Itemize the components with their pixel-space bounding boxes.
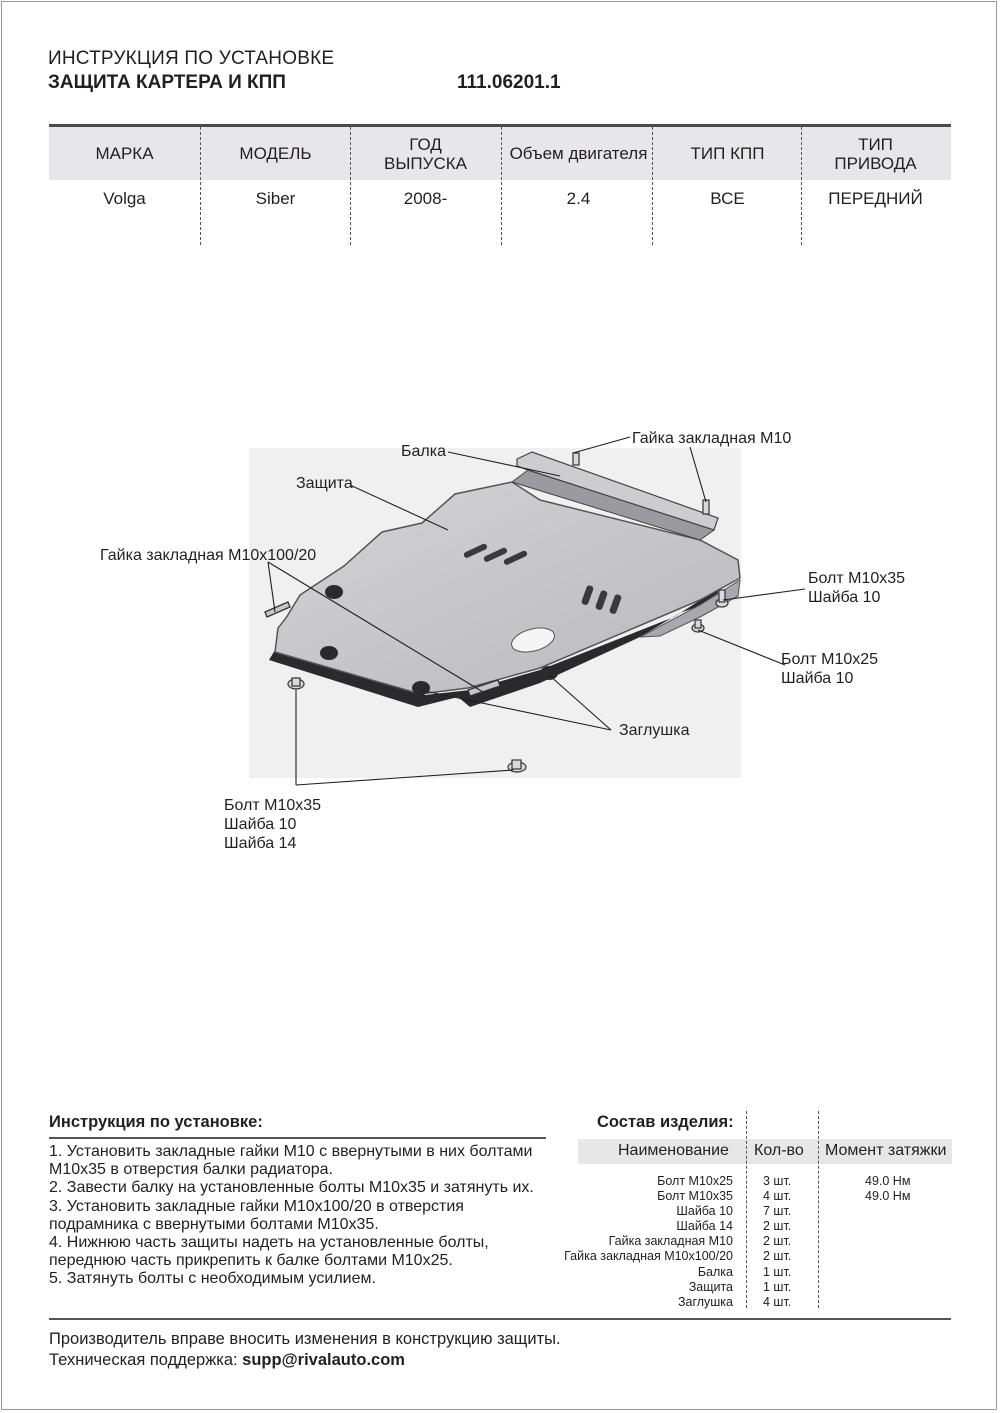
label-bolt-m10x35-right: Болт М10х35 — [808, 570, 906, 587]
label-washer-14-left: Шайба 14 — [224, 835, 297, 852]
spec-header: Объем двигателя — [509, 144, 648, 163]
label-washer-10-right: Шайба 10 — [808, 589, 881, 606]
label-nut-m10: Гайка закладная М10 — [632, 430, 792, 447]
label-plug: Заглушка — [619, 722, 690, 739]
composition-col-qty: Кол-во — [754, 1142, 804, 1159]
instruction-step: 4. Нижнюю часть защиты надеть на установленные болты, переднюю часть прикрепить к балке болтами М10х25. — [49, 1234, 489, 1270]
spec-header: ТИП ПРИВОДА — [834, 134, 917, 173]
spec-col-year — [350, 127, 501, 209]
part-qty: 7 шт. — [763, 1204, 792, 1218]
footer-divider — [49, 1318, 951, 1320]
part-torque: 49.0 Нм — [865, 1189, 911, 1203]
composition-row — [540, 1249, 960, 1264]
support-label: Техническая поддержка: — [49, 1351, 243, 1369]
label-beam: Балка — [401, 443, 446, 460]
spec-divider — [801, 127, 802, 245]
composition-heading: Состав изделия: — [597, 1113, 734, 1131]
composition-row — [540, 1265, 960, 1280]
spec-divider — [350, 127, 351, 245]
part-qty: 2 шт. — [763, 1249, 792, 1263]
instructions-heading: Инструкция по установке: — [49, 1113, 263, 1131]
label-washer-10-m10x25: Шайба 10 — [781, 670, 854, 687]
instruction-step: 5. Затянуть болты с необходимым усилием. — [49, 1270, 376, 1288]
part-qty: 1 шт. — [763, 1280, 792, 1294]
spec-col-engine — [503, 127, 654, 209]
part-name: Балка — [697, 1265, 733, 1279]
part-qty: 2 шт. — [763, 1234, 792, 1248]
part-qty: 3 шт. — [763, 1174, 792, 1188]
composition-row — [540, 1234, 960, 1249]
spec-divider — [200, 127, 201, 245]
composition-col-name: Наименование — [618, 1142, 729, 1159]
spec-value: ПЕРЕДНИЙ — [828, 189, 923, 208]
instruction-step: 3. Установить закладные гайки М10х100/20 в отверстия подрамника с ввернутыми болтами М10х35. — [49, 1197, 464, 1233]
part-name: Шайба 14 — [676, 1219, 733, 1233]
label-bolt-m10x25: Болт М10х25 — [781, 651, 879, 668]
label-bolt-m10x35-left: Болт М10х35 — [224, 797, 322, 814]
spec-header: ГОД ВЫПУСКА — [384, 134, 467, 173]
spec-col-drive — [800, 127, 951, 209]
spec-header: МОДЕЛЬ — [239, 144, 312, 163]
part-name: Болт М10х25 — [657, 1174, 733, 1188]
spec-header: ТИП КПП — [690, 144, 765, 163]
product-code: 111.06201.1 — [457, 72, 561, 93]
part-qty: 1 шт. — [763, 1265, 792, 1279]
part-name: Гайка закладная М10х100/20 — [564, 1249, 733, 1263]
spec-value: Volga — [103, 189, 146, 208]
composition-header-row — [578, 1139, 952, 1164]
composition-row — [540, 1174, 960, 1189]
part-name: Болт М10х35 — [657, 1189, 733, 1203]
footer-support — [49, 1351, 405, 1370]
part-name: Заглушка — [677, 1295, 733, 1309]
document-title: ИНСТРУКЦИЯ ПО УСТАНОВКЕ — [48, 48, 335, 69]
label-nut-m10x100: Гайка закладная М10х100/20 — [100, 547, 317, 564]
composition-col-torque: Момент затяжки — [825, 1142, 947, 1159]
part-name: Шайба 10 — [676, 1204, 733, 1218]
composition-row — [540, 1219, 960, 1234]
label-washer-10-left: Шайба 10 — [224, 816, 297, 833]
spec-col-model — [200, 127, 351, 209]
composition-row — [540, 1295, 960, 1310]
instructions-list — [49, 1143, 549, 1289]
part-name: Гайка закладная М10 — [608, 1234, 733, 1248]
part-torque: 49.0 Нм — [865, 1174, 911, 1188]
composition-row — [540, 1280, 960, 1295]
spec-divider — [652, 127, 653, 245]
part-qty: 4 шт. — [763, 1295, 792, 1309]
spec-col-gearbox — [652, 127, 803, 209]
spec-value: 2008- — [403, 189, 448, 208]
part-qty: 2 шт. — [763, 1219, 792, 1233]
spec-divider — [501, 127, 502, 245]
instructions-divider — [49, 1137, 546, 1139]
instruction-step: 1. Установить закладные гайки М10 с ввернутыми в них болтами М10х35 в отверстия балки радиатора. — [49, 1143, 533, 1179]
spec-value: 2.4 — [566, 189, 591, 208]
product-title: ЗАЩИТА КАРТЕРА И КПП — [48, 72, 286, 93]
composition-row — [540, 1189, 960, 1204]
composition-row — [540, 1204, 960, 1219]
spec-col-make — [49, 127, 200, 209]
part-name: Защита — [688, 1280, 733, 1294]
spec-value: Siber — [255, 189, 296, 208]
footer-note: Производитель вправе вносить изменения в конструкцию защиты. — [49, 1330, 561, 1348]
instruction-step: 2. Завести балку на установленные болты М10х35 и затянуть их. — [49, 1179, 534, 1197]
part-qty: 4 шт. — [763, 1189, 792, 1203]
spec-header: МАРКА — [95, 144, 154, 163]
spec-value: ВСЕ — [710, 189, 745, 208]
label-shield: Защита — [296, 475, 353, 492]
support-email[interactable]: supp@rivalauto.com — [242, 1351, 405, 1369]
installation-diagram — [0, 400, 1000, 880]
